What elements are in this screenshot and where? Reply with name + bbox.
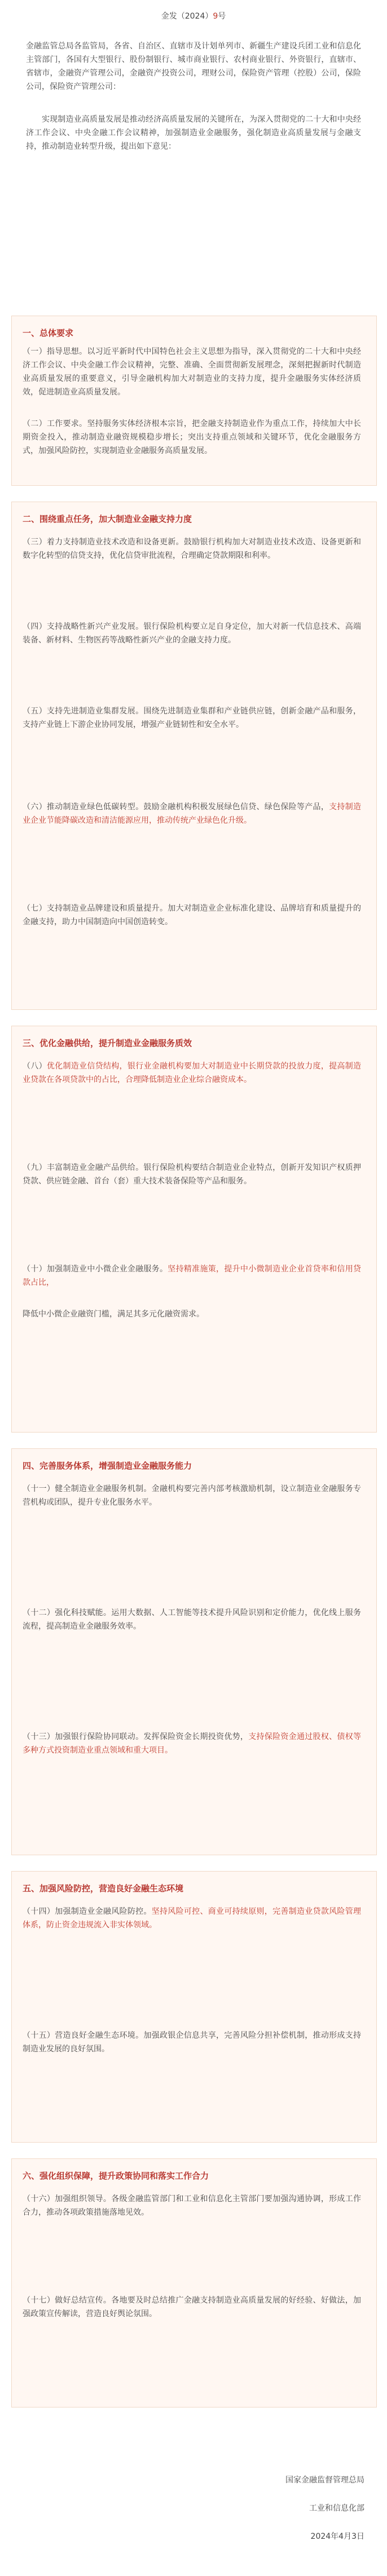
- section-6-para-2: （十七）做好总结宣传。各地要及时总结推广金融支持制造业高质量发展的好经验、好做法，加强政策宣传解读，营造良好舆论氛围。: [23, 2296, 361, 2318]
- section-box-1: [11, 316, 377, 486]
- section-2-para-3: （五）支持先进制造业集群发展。围绕先进制造业集群和产业链供应链，创新金融产品和服务，支持产业链上下游企业协同发展，增强产业链韧性和安全水平。: [23, 707, 361, 729]
- section-2-para-4: （六）推动制造业绿色低碳转型。鼓励金融机构积极发展绿色信贷、绿色保险等产品，支持制造业企业节能降碳改造和清洁能源应用，推动传统产业绿色化升级。: [23, 802, 362, 825]
- signature-org-1: 国家金融监督管理总局: [285, 2476, 364, 2485]
- section-box-3: [11, 1026, 377, 1433]
- section-title-2: 二、围绕重点任务，加大制造业金融支持力度: [23, 514, 192, 524]
- section-3-para-1: （八）优化制造业信贷结构，银行业金融机构要加大对制造业中长期贷款的投放力度，提高制造业贷款在各项贷款中的占比，合理降低制造业企业综合融资成本。: [23, 1062, 362, 1084]
- signature-org-2: 工业和信息化部: [309, 2504, 364, 2513]
- section-4-para-3: （十三）加强银行保险协同联动。发挥保险资金长期投资优势，支持保险资金通过股权、债权等多种方式投资制造业重点领域和重大项目。: [23, 1732, 362, 1755]
- section-3-para-4: 降低中小微企业融资门槛，满足其多元化融资需求。: [23, 1310, 204, 1319]
- addressees: 金融监管总局各监管局，各省、自治区、直辖市及计划单列市、新疆生产建设兵团工业和信息化主管部门，各国有大型银行、股份制银行、城市商业银行、农村商业银行、外资银行，直辖市、省辖市，金融资产管理公司，金融资产投资公司，理财公司，保险资产管理（控股）公司，保险公司，保险资产管理公司：: [26, 42, 361, 91]
- section-3-para-3: （十）加强制造业中小微企业金融服务。坚持精准施策，提升中小微制造业企业首贷率和信用贷款占比，: [23, 1265, 362, 1287]
- section-2-para-1: （三）着力支持制造业技术改造和设备更新。鼓励银行机构加大对制造业技术改造、设备更新和数字化转型的信贷支持，优化信贷审批流程，合理确定贷款期限和利率。: [23, 538, 361, 560]
- section-title-6: 六、强化组织保障，提升政策协同和落实工作合力: [23, 2171, 209, 2181]
- section-2-para-5: （七）支持制造业品牌建设和质量提升。加大对制造业企业标准化建设、品牌培育和质量提升的金融支持，助力中国制造向中国创造转变。: [23, 904, 361, 926]
- section-2-para-2: （四）支持战略性新兴产业发展。银行保险机构要立足自身定位，加大对新一代信息技术、高端装备、新材料、生物医药等战略性新兴产业的金融支持力度。: [23, 622, 361, 645]
- section-1-para-2: （二）工作要求。坚持服务实体经济根本宗旨，把金融支持制造业作为重点工作，持续加大中长期资金投入，推动制造业融资规模稳步增长；突出支持重点领域和关键环节，优化金融服务方式，加强风险防控，实现制造业金融服务高质量发展。: [23, 419, 361, 455]
- section-title-5: 五、加强风险防控，营造良好金融生态环境: [23, 1883, 184, 1894]
- section-title-4: 四、完善服务体系，增强制造业金融服务能力: [23, 1461, 192, 1471]
- section-5-para-1: （十四）加强制造业金融风险防控。坚持风险可控、商业可持续原则，完善制造业贷款风险管理体系，防止资金违规流入非实体领域。: [23, 1907, 362, 1930]
- section-box-2: [11, 502, 377, 1010]
- section-5-para-2: （十五）营造良好金融生态环境。加强政银企信息共享，完善风险分担补偿机制，推动形成支持制造业发展的良好氛围。: [23, 2031, 361, 2054]
- intro-paragraph: 实现制造业高质量发展是推动经济高质量发展的关键所在，为深入贯彻党的二十大和中央经济工作会议、中央金融工作会议精神，加强制造业金融服务，强化制造业高质量发展与金融支持，推动制造业转型升级，提出如下意见：: [26, 115, 361, 151]
- section-title-3: 三、优化金融供给，提升制造业金融服务质效: [23, 1038, 192, 1048]
- section-3-para-2: （九）丰富制造业金融产品供给。银行保险机构要结合制造业企业特点，创新开发知识产权质押贷款、供应链金融、首台（套）重大技术装备保险等产品和服务。: [23, 1163, 361, 1186]
- section-title-1: 一、总体要求: [23, 328, 74, 338]
- section-4-para-1: （十一）健全制造业金融服务机制。金融机构要完善内部考核激励机制，设立制造业金融服务专营机构或团队，提升专业化服务水平。: [23, 1484, 361, 1507]
- document-number: 金发（2024）9号: [161, 12, 226, 21]
- section-1-para-1: （一）指导思想。以习近平新时代中国特色社会主义思想为指导，深入贯彻党的二十大和中央经济工作会议、中央金融工作会议精神，完整、准确、全面贯彻新发展理念，深刻把握新时代制造业高质量发展的重要意义，引导金融机构加大对制造业的支持力度，提升金融服务实体经济质效，促进制造业高质量发展。: [23, 347, 361, 397]
- section-6-para-1: （十六）加强组织领导。各级金融监管部门和工业和信息化主管部门要加强沟通协调，形成工作合力，推动各项政策措施落地见效。: [23, 2194, 361, 2217]
- signature-date: 2024年4月3日: [310, 2532, 364, 2541]
- section-4-para-2: （十二）强化科技赋能。运用大数据、人工智能等技术提升风险识别和定价能力，优化线上服务流程，提高制造业金融服务效率。: [23, 1608, 361, 1631]
- section-box-4: [11, 1448, 377, 1855]
